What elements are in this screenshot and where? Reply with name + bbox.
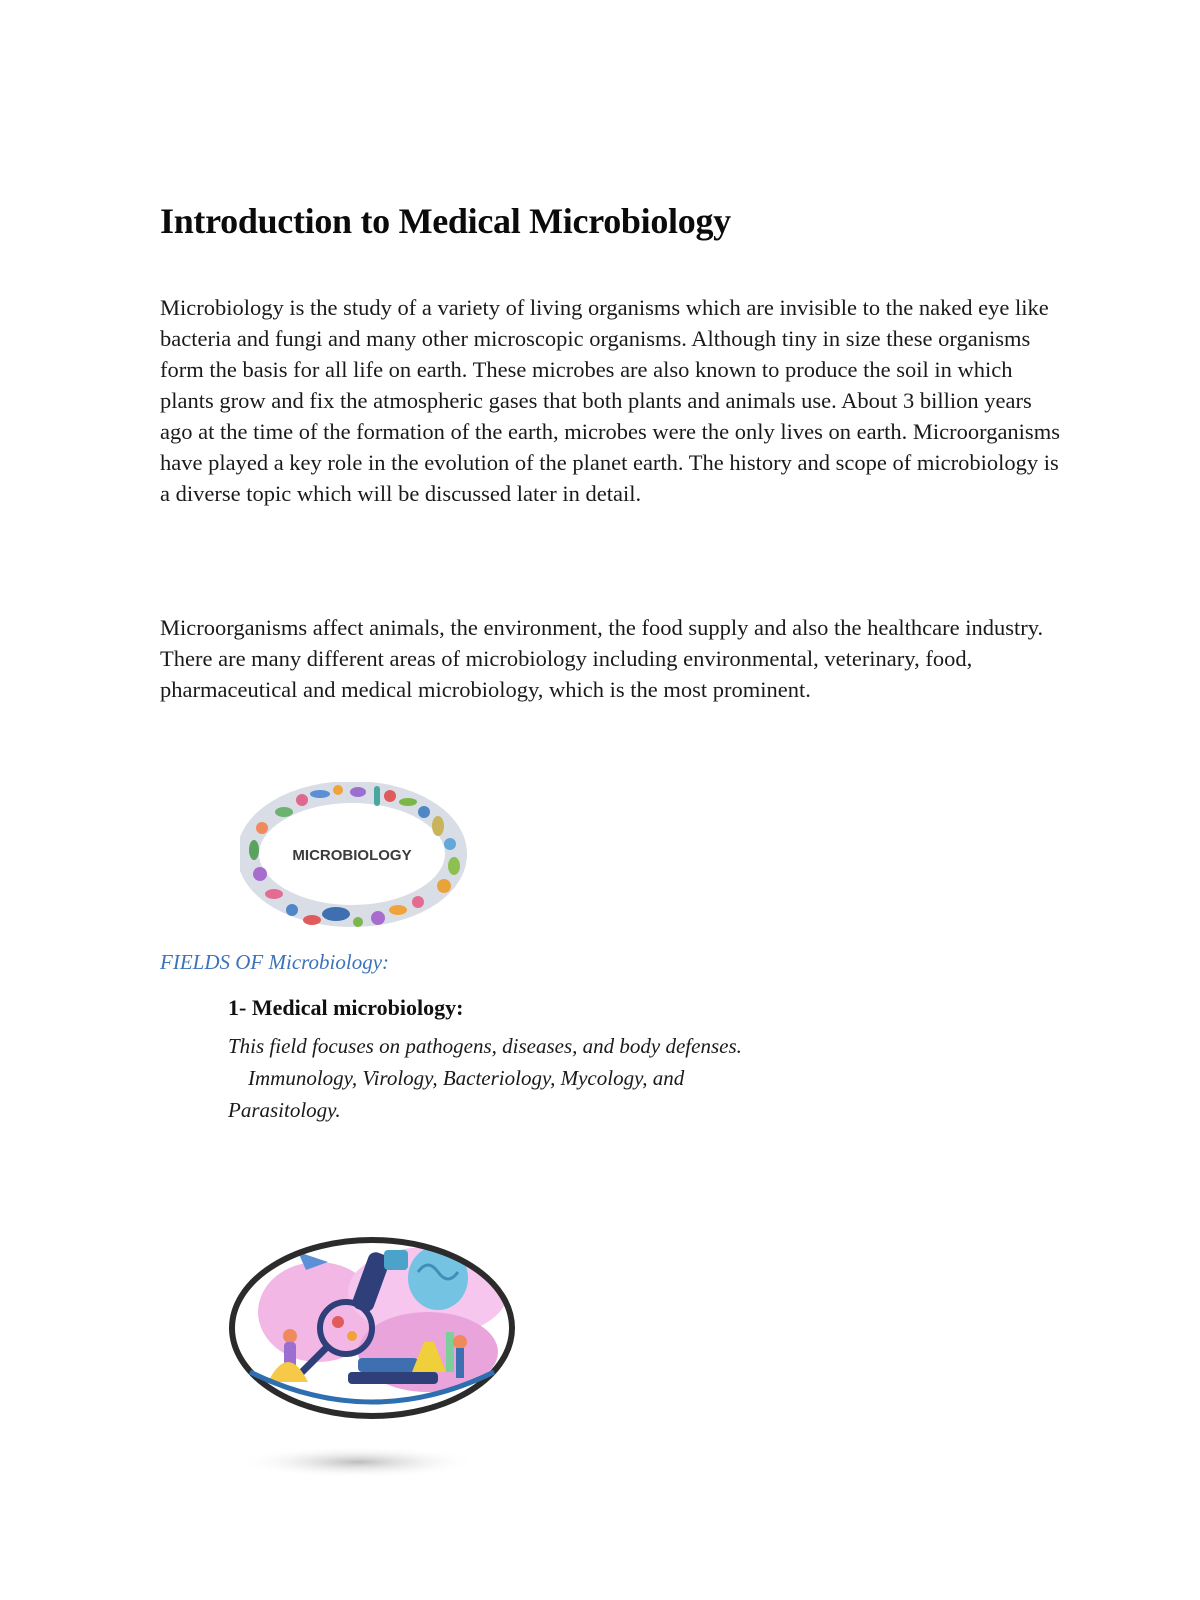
document-title: Introduction to Medical Microbiology bbox=[160, 201, 731, 241]
microbes-wreath-icon bbox=[240, 782, 472, 942]
wreath-label: MICROBIOLOGY bbox=[292, 847, 412, 864]
medical-microbiology-image bbox=[228, 1232, 538, 1490]
field-desc-line3: Parasitology. bbox=[228, 1098, 341, 1122]
areas-paragraph: Microorganisms affect animals, the environment, the food supply and also the healthcare industry. There are many different areas of microbiology including environmental, veterinary, food, pharmaceutical and medical microbiology, which is the most prominent. bbox=[160, 615, 1044, 702]
field-item-description bbox=[228, 1030, 908, 1126]
fields-heading: FIELDS OF Microbiology: bbox=[160, 950, 390, 974]
field-desc-line1: This field focuses on pathogens, diseases, and body defenses. bbox=[228, 1034, 742, 1058]
intro-paragraph: Microbiology is the study of a variety of living organisms which are invisible to the naked eye like bacteria and fungi and many other microscopic organisms. Although tiny in size these organisms form the basis for all life on earth. These microbes are also known to produce the soil in which plants grow and fix the atmospheric gases that both plants and animals use. About 3 billion years ago at the time of the formation of the earth, microbes were the only lives on earth. Microorganisms have played a key role in the evolution of the planet earth. The history and scope of microbiology is a diverse topic which will be discussed later in detail. bbox=[160, 295, 1060, 506]
field-item-title: 1- Medical microbiology: bbox=[228, 995, 464, 1020]
microscope-lab-icon bbox=[228, 1232, 538, 1490]
field-desc-line2: Immunology, Virology, Bacteriology, Mycology, and bbox=[248, 1066, 685, 1090]
microbiology-wreath-image bbox=[240, 782, 472, 942]
